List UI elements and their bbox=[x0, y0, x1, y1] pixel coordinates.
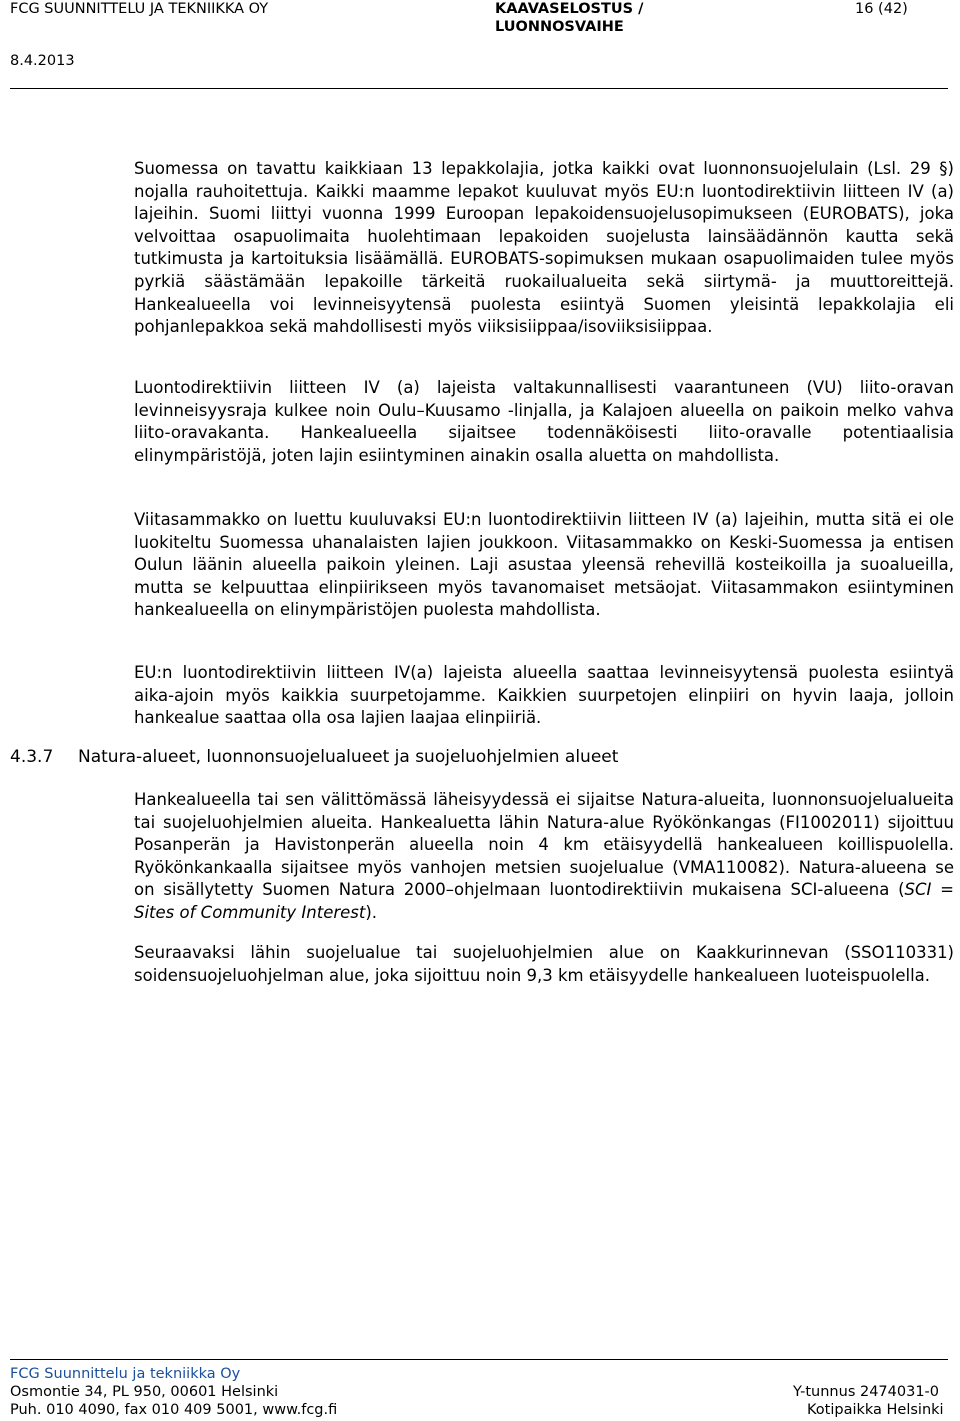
footer-divider bbox=[10, 1359, 948, 1360]
header-title-line1: KAAVASELOSTUS / bbox=[495, 1, 644, 17]
paragraph-kaakkurinneva: Seuraavaksi lähin suojelualue tai suojeluohjelmien alue on Kaakkurinnevan (SSO110331) soidensuojeluohjelman alue, joka sijoittuu noin 9,3 km etäisyydelle hankealueen luoteispuolella. bbox=[134, 943, 954, 985]
header-page-number: 16 (42) bbox=[855, 1, 908, 17]
section-title: Natura-alueet, luonnonsuojelualueet ja suojeluohjelmien alueet bbox=[78, 747, 619, 767]
section-heading bbox=[10, 746, 618, 768]
paragraph-flying-squirrel: Luontodirektiivin liitteen IV (a) lajeista valtakunnallisesti vaarantuneen (VU) liito-oravan levinneisyysraja kulkee noin Oulu–Kuusamo -linjalla, ja Kalajoen alueella on paikoin melko vahva liito-oravakanta. Hankealueella sijaitsee todennäköisesti liito-oravalle potentiaalisia elinympäristöjä, joten lajin esiintyminen ainakin osalla aluetta on mahdollista. bbox=[134, 378, 954, 465]
header-company: FCG SUUNNITTELU JA TEKNIIKKA OY bbox=[10, 1, 269, 17]
footer-business-id: Y-tunnus 2474031-0 bbox=[793, 1384, 940, 1400]
header-divider bbox=[10, 88, 948, 89]
paragraph-natura: Hankealueella tai sen välittömässä läheisyydessä ei sijaitse Natura-alueita, luonnonsuojelualueita tai suojeluohjelmien alueita. Hankealuetta lähin Natura-alue Ryökönkangas (FI1002011) sijoittuu Posanperän ja Havistonperän alueella noin 4 km etäisyydellä hankealueen koillispuolella. Ryökönkankaalla sijaitsee myös vanhojen metsien suojelualue (VMA110082). Natura-alueena se on sisällytetty Suomen Natura 2000–ohjelmaan luontodirektiivin mukaisena SCI-alueena (SCI = Sites of Community Interest). bbox=[134, 790, 954, 922]
footer-contact: Puh. 010 4090, fax 010 409 5001, www.fcg.fi bbox=[10, 1402, 338, 1418]
paragraph-moor-frog: Viitasammakko on luettu kuuluvaksi EU:n luontodirektiivin liitteen IV (a) lajeihin, mutta sitä ei ole luokiteltu Suomessa uhanalaisten lajien joukkoon. Viitasammakko on Keski-Suomessa ja entisen Oulun läänin alueella paikoin yleinen. Laji asustaa yleensä rehevillä kosteikoilla ja suoalueilla, mutta se kelpuuttaa elinpiirikseen myös tavanomaiset metsäojat. Viitasammakon esiintyminen hankealueella on elinympäristöjen puolesta mahdollista. bbox=[134, 510, 954, 620]
paragraph-bats: Suomessa on tavattu kaikkiaan 13 lepakkolajia, jotka kaikki ovat luonnonsuojelulain (Lsl. 29 §) nojalla rauhoitettuja. Kaikki maamme lepakot kuuluvat myös EU:n luontodirektiivin liitteen IV (a) lajeihin. Suomi liittyi vuonna 1999 Euroopan lepakoidensuojelusopimukseen (EUROBATS), joka velvoittaa osapuolimaita huolehtimaan lepakoiden suojelusta lainsäädännön kautta sekä tutkimusta ja kartoituksia lisäämällä. EUROBATS-sopimuksen mukaan osapuolimaiden tulee myös pyrkiä säästämään lepakoille tärkeitä ruokailualueita sekä siirtymä- ja muuttoreittejä. Hankealueella voi levinneisyytensä puolesta esiintyä Suomen yleisintä lepakkolajia eli pohjanlepakkoa sekä mahdollisesti myös viiksisiippaa/isoviiksisiippaa. bbox=[134, 159, 954, 337]
paragraph-large-carnivores: EU:n luontodirektiivin liitteen IV(a) lajeista alueella saattaa levinneisyytensä puolesta esiintyä aika-ajoin myös kaikkia suurpetojamme. Kaikkien suurpetojen elinpiiri on hyvin laaja, jolloin hankealue saattaa olla osa lajien laajaa elinpiiriä. bbox=[134, 663, 954, 728]
footer-company: FCG Suunnittelu ja tekniikka Oy bbox=[10, 1366, 241, 1382]
footer-address: Osmontie 34, PL 950, 00601 Helsinki bbox=[10, 1384, 279, 1400]
header-title-line2: LUONNOSVAIHE bbox=[495, 19, 624, 35]
footer-domicile: Kotipaikka Helsinki bbox=[807, 1402, 944, 1418]
section-number: 4.3.7 bbox=[10, 747, 54, 767]
header-date: 8.4.2013 bbox=[10, 53, 75, 69]
